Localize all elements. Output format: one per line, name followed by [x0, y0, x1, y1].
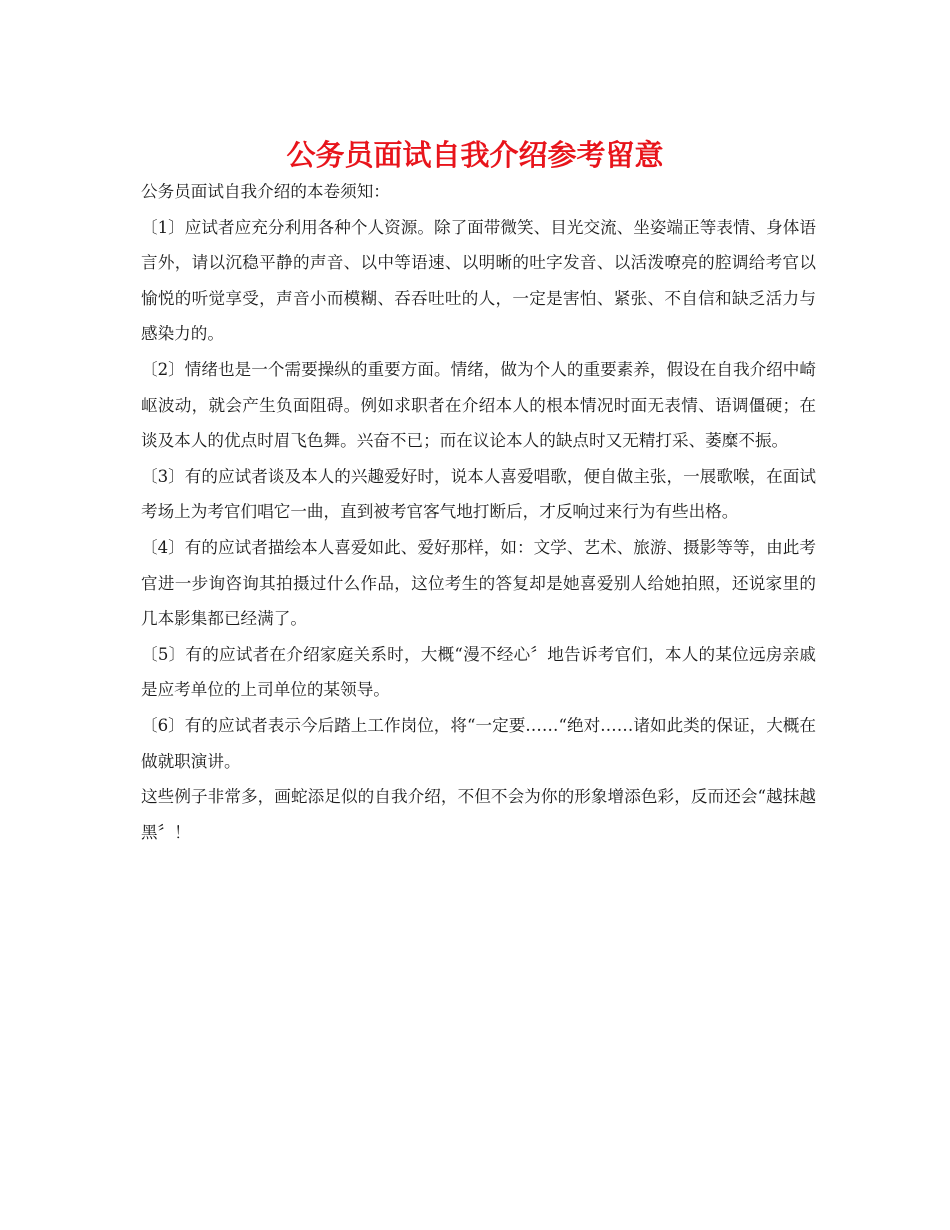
closing-paragraph: 这些例子非常多，画蛇添足似的自我介绍，不但不会为你的形象增添色彩，反而还会“越抹越黑〞！ [141, 787, 816, 842]
paragraph-1: 〔1〕应试者应充分利用各种个人资源。除了面带微笑、目光交流、坐姿端正等表情、身体语言外，请以沉稳平静的声音、以中等语速、以明晰的吐字发音、以活泼嘹亮的腔调给考官以愉悦的听觉享受，声音小而模糊、吞吞吐吐的人，一定是害怕、紧张、不自信和缺乏活力与感染力的。 [141, 217, 816, 344]
intro-line: 公务员面试自我介绍的本卷须知： [141, 182, 390, 201]
paragraph-6: 〔6〕有的应试者表示今后踏上工作岗位，将“一定要……“绝对……诸如此类的保证，大概在做就职演讲。 [141, 715, 816, 771]
document-body [141, 174, 816, 850]
paragraph-5: 〔5〕有的应试者在介绍家庭关系时，大概“漫不经心〞地告诉考官们，本人的某位远房亲戚是应考单位的上司单位的某领导。 [141, 644, 816, 700]
paragraph-3: 〔3〕有的应试者谈及本人的兴趣爱好时，说本人喜爱唱歌，便自做主张，一展歌喉，在面试考场上为考官们唱它一曲，直到被考官客气地打断后，才反响过来行为有些出格。 [141, 466, 816, 522]
paragraph-2: 〔2〕情绪也是一个需要操纵的重要方面。情绪，做为个人的重要素养，假设在自我介绍中崎岖波动，就会产生负面阻碍。例如求职者在介绍本人的根本情况时面无表情、语调僵硬；在谈及本人的优点时眉飞色舞。兴奋不已；而在议论本人的缺点时又无精打采、萎糜不振。 [141, 359, 816, 451]
document-title: 公务员面试自我介绍参考留意 [286, 138, 664, 172]
paragraph-4: 〔4〕有的应试者描绘本人喜爱如此、爱好那样，如：文学、艺术、旅游、摄影等等，由此考官进一步询咨询其拍摄过什么作品，这位考生的答复却是她喜爱别人给她拍照，还说家里的几本影集都已经满了。 [141, 537, 816, 629]
